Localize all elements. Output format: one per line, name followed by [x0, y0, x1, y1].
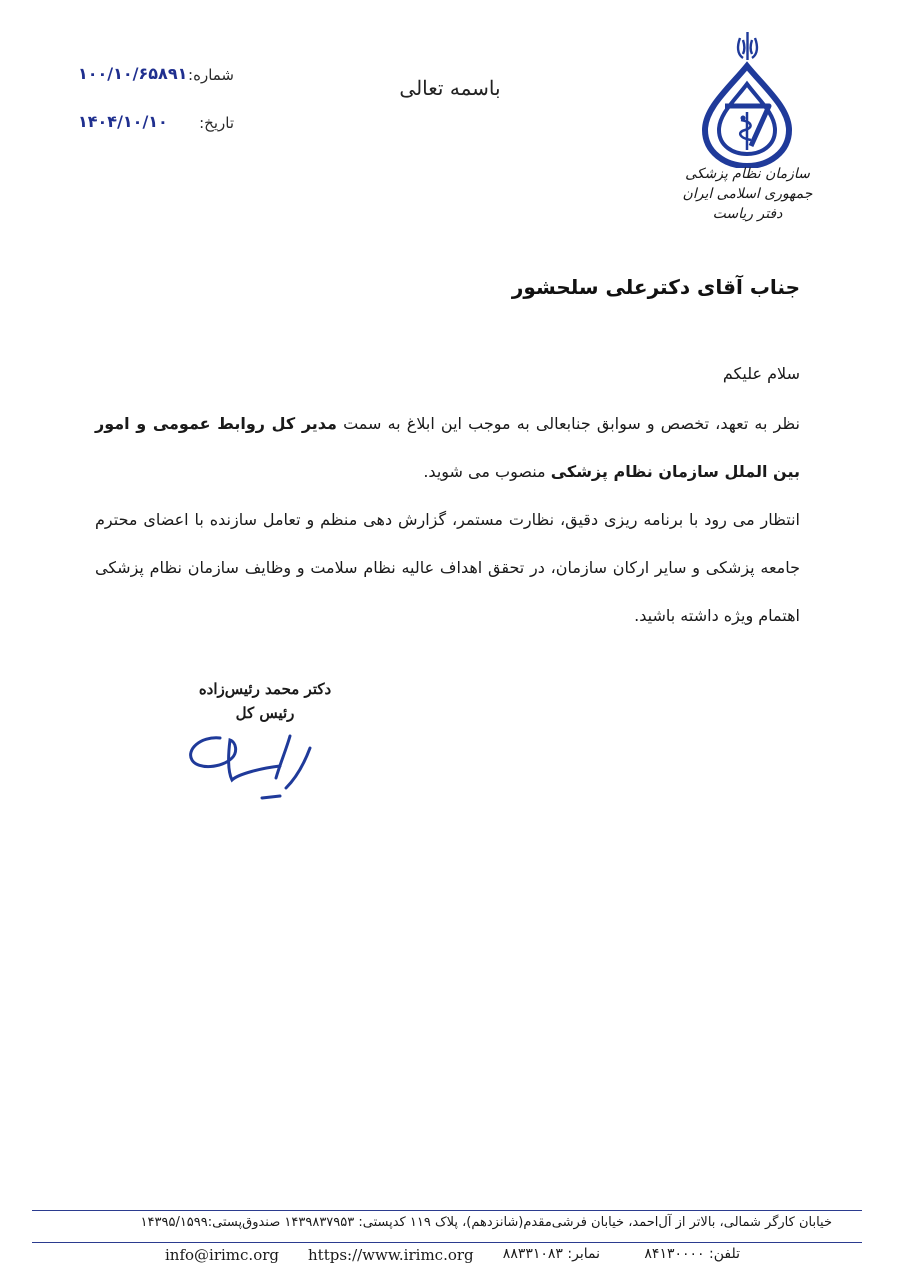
- organization-office: دفتر ریاست: [712, 206, 783, 222]
- letter-date-value: ۱۴۰۴/۱۰/۱۰: [78, 112, 168, 131]
- letter-date-label: تاریخ:: [199, 114, 234, 132]
- letter-number-label: شماره:: [188, 66, 234, 84]
- greeting-line: سلام علیکم: [722, 364, 800, 383]
- appointment-paragraph: [95, 400, 800, 496]
- footer-email-link[interactable]: info@irimc.org: [165, 1246, 280, 1264]
- signatory-title: رئیس کل: [235, 704, 295, 722]
- footer-website-link[interactable]: https://www.irimc.org: [308, 1246, 474, 1264]
- handwritten-signature: [180, 728, 330, 808]
- signatory-name: دکتر محمد رئیس‌زاده: [198, 680, 332, 698]
- appointment-position: مدیر کل روابط عمومی و امور بین الملل سازمان نظام پزشکی: [95, 414, 800, 481]
- footer-fax: نمابر: ۸۸۳۳۱۰۸۳: [502, 1246, 600, 1262]
- basmala-heading: باسمه تعالی: [399, 76, 501, 100]
- footer-divider-top: [32, 1210, 862, 1211]
- footer-divider-bottom: [32, 1242, 862, 1243]
- footer-phone: تلفن: ۸۴۱۳۰۰۰۰: [644, 1246, 740, 1262]
- expectations-paragraph: انتظار می رود با برنامه ریزی دقیق، نظارت مستمر، گزارش دهی منظم و تعامل سازنده با اعضای محترم جامعه پزشکی و سایر ارکان سازمان، در تحقق اهداف عالیه نظام سلامت و وظایف سازمان نظام پزشکی اهتمام ویژه داشته باشید.: [95, 510, 800, 625]
- appointment-text-start: نظر به تعهد، تخصص و سوابق جنابعالی به موجب این ابلاغ به سمت: [336, 414, 800, 433]
- footer-address: خیابان کارگر شمالی، بالاتر از آل‌احمد، خیابان فرشی‌مقدم(شانزدهم)، پلاک ۱۱۹ کدپستی: ۱۴۳۹۸۳۷۹۵۳ صندوق‌پستی:۱۴۳۹۵/۱۵۹۹: [140, 1215, 832, 1230]
- appointment-text-end: منصوب می شوید.: [423, 462, 551, 481]
- letter-number-row: [70, 64, 240, 90]
- footer-contact-row: [160, 1246, 740, 1270]
- addressee-salutation: جناب آقای دکترعلی سلحشور: [511, 275, 800, 299]
- letter-number-value: ۱۰۰/۱۰/۶۵۸۹۱: [78, 64, 188, 83]
- organization-name-block: [665, 164, 830, 224]
- organization-name: سازمان نظام پزشکی جمهوری اسلامی ایران: [682, 166, 813, 202]
- letter-date-row: [70, 112, 240, 138]
